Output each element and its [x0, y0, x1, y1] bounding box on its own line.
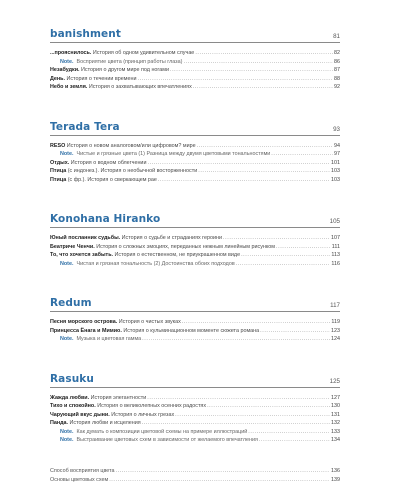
toc-section-konohana-hiranko — [50, 211, 340, 268]
leader-dots — [271, 150, 333, 159]
toc-section-banishment — [50, 26, 340, 92]
leader-dots — [147, 394, 330, 403]
toc-note-entry[interactable] — [50, 58, 340, 67]
entry-page-number: 136 — [331, 468, 340, 474]
entry-title: Птица — [50, 168, 67, 174]
entry-page-number: 116 — [331, 260, 340, 267]
entry-title: Принцесса Ёнага и Мимио. — [50, 327, 122, 334]
entry-page-number: 82 — [334, 50, 340, 56]
leader-dots — [147, 159, 330, 168]
section-header — [50, 211, 340, 228]
entry-description: История о естественном, не приукрашенном виде — [113, 252, 241, 258]
entry-title: Беатриче Ченчи. — [50, 243, 95, 250]
entry-description: История о великолепных осенних радостях — [95, 403, 207, 409]
toc-entry[interactable] — [50, 419, 340, 428]
entry-title: То, что хочется забыть. — [50, 252, 114, 258]
toc-note-entry[interactable] — [50, 150, 340, 159]
entry-description: История об одном удивительном случае — [91, 50, 195, 56]
entry-description: История о течении времени — [64, 75, 137, 82]
section-page-number: 125 — [329, 377, 340, 385]
leader-dots — [116, 467, 330, 476]
toc-entry[interactable] — [50, 176, 340, 185]
toc-section-redum — [50, 295, 340, 344]
toc-entry[interactable] — [50, 159, 340, 168]
entry-page-number: 111 — [331, 243, 340, 250]
toc-note-entry[interactable] — [50, 436, 340, 445]
entry-page-number: 92 — [334, 84, 340, 90]
entry-page-number: 127 — [331, 394, 340, 401]
entry-description: История любви и исцеления — [68, 420, 141, 426]
leader-dots — [241, 251, 330, 260]
entry-page-number: 107 — [331, 235, 340, 241]
leader-dots — [137, 75, 333, 84]
entry-description: История о сложных эмоциях, переданных нежным линейным рисунком — [94, 243, 276, 250]
leader-dots — [198, 167, 330, 176]
section-header — [50, 26, 340, 43]
entry-title: Жажда любви. — [50, 394, 90, 401]
toc-entry[interactable] — [50, 66, 340, 75]
entry-page-number: 103 — [331, 176, 340, 183]
toc-note-entry[interactable] — [50, 335, 340, 344]
entry-title: День. — [50, 75, 65, 82]
toc-entry[interactable] — [50, 142, 340, 151]
entry-title: Отдых. — [50, 159, 70, 166]
toc-note-entry[interactable] — [50, 428, 340, 437]
toc-note-entry[interactable] — [50, 260, 340, 269]
toc-entry[interactable] — [50, 411, 340, 420]
entry-page-number: 131 — [331, 411, 340, 418]
toc-entry[interactable] — [50, 83, 340, 92]
entry-title: Незабудки. — [50, 67, 80, 73]
leader-dots — [259, 436, 330, 445]
entry-title: Тихо и спокойно. — [50, 403, 96, 409]
leader-dots — [183, 58, 333, 67]
entry-title: Чарующий вкус дыни. — [50, 411, 110, 418]
toc-appendix — [50, 467, 340, 484]
entry-page-number: 86 — [334, 58, 340, 65]
toc-entry[interactable] — [50, 467, 340, 476]
toc-section-rasuku — [50, 371, 340, 445]
toc-entry[interactable] — [50, 234, 340, 243]
leader-dots — [260, 327, 330, 336]
leader-dots — [158, 176, 330, 185]
entry-page-number: 119 — [331, 319, 340, 325]
table-of-contents — [50, 26, 340, 445]
entry-title: Песня морского острова. — [50, 319, 118, 325]
note-text: Как думать о композиции цветовой схемы на примере иллюстраций — [76, 428, 248, 435]
entry-page-number: 113 — [331, 252, 340, 258]
section-page-number: 105 — [329, 218, 340, 225]
entry-page-number: 94 — [334, 142, 340, 149]
entry-title: RESO — [50, 142, 66, 149]
leader-dots — [175, 411, 330, 420]
note-text: Чистые и грязные цвета (1) Разница между двумя цветовыми тональностями — [76, 151, 271, 157]
entry-description: История о новом аналоговом/или цифровом? мире — [65, 142, 196, 149]
entry-title: Юный посланник судьбы. — [50, 235, 121, 241]
entry-title: ...прояснилось. — [50, 50, 92, 56]
note-text: Восприятие цвета (принцип работы глаза) — [76, 58, 183, 65]
section-title: Terada Tera — [50, 120, 120, 133]
entry-title: Панда. — [50, 420, 69, 426]
entry-description: История о водном облегчении — [69, 159, 147, 166]
entry-page-number: 130 — [331, 403, 340, 409]
section-title: banishment — [50, 28, 121, 40]
leader-dots — [109, 476, 330, 485]
entry-description: История элегантности — [89, 394, 147, 401]
entry-page-number: 87 — [334, 67, 340, 73]
note-text: Выстраивание цветовых схем в зависимости от желаемого впечатления — [76, 437, 258, 443]
leader-dots — [248, 428, 330, 437]
section-header — [50, 295, 340, 312]
entry-page-number: 88 — [334, 75, 340, 82]
entry-description: История о чистых звуках — [117, 319, 181, 325]
leader-dots — [236, 260, 331, 269]
entry-description: История о судьбе и страданиях героини — [120, 235, 223, 241]
note-label: Note. — [60, 260, 74, 267]
leader-dots — [170, 66, 333, 75]
toc-entry[interactable] — [50, 327, 340, 336]
section-header — [50, 371, 340, 388]
entry-description: История о кульминационном моменте сюжета романа — [121, 327, 260, 334]
note-label: Note. — [60, 437, 74, 443]
note-label: Note. — [60, 58, 74, 65]
entry-page-number: 123 — [331, 327, 340, 334]
entry-title: Небо и земля. — [50, 84, 88, 90]
note-text: Чистая и грязная тональность (2) Достоинства обоих подходов — [76, 260, 235, 267]
note-label: Note. — [60, 151, 74, 157]
entry-page-number: 124 — [331, 336, 340, 342]
leader-dots — [142, 419, 330, 428]
section-page-number: 81 — [333, 33, 340, 40]
section-title: Redum — [50, 297, 92, 309]
entry-page-number: 133 — [331, 428, 340, 435]
toc-section-terada-tera — [50, 119, 340, 185]
entry-title: Способ восприятия цвета — [50, 468, 115, 474]
entry-page-number: 103 — [331, 168, 340, 174]
leader-dots — [195, 49, 333, 58]
toc-entry[interactable] — [50, 394, 340, 403]
leader-dots — [207, 402, 330, 411]
toc-entry[interactable] — [50, 243, 340, 252]
toc-entry[interactable] — [50, 49, 340, 58]
note-text: Музыка и цветовая гамма — [76, 336, 142, 342]
section-title: Rasuku — [50, 372, 94, 385]
toc-entry[interactable] — [50, 251, 340, 260]
section-header — [50, 119, 340, 136]
leader-dots — [197, 142, 333, 151]
entry-page-number: 132 — [331, 420, 340, 426]
toc-entry[interactable] — [50, 476, 340, 485]
section-page-number: 117 — [330, 302, 340, 309]
entry-page-number: 97 — [334, 151, 340, 157]
note-label: Note. — [60, 428, 74, 435]
toc-entry[interactable] — [50, 75, 340, 84]
entry-description: История о захватывающих впечатлениях — [87, 84, 192, 90]
toc-entry[interactable] — [50, 318, 340, 327]
entry-description: История о другом мире под ногами — [79, 67, 169, 73]
entry-title: Птица — [50, 176, 67, 183]
toc-entry[interactable] — [50, 167, 340, 176]
entry-page-number: 139 — [331, 476, 340, 483]
leader-dots — [276, 243, 331, 252]
section-page-number: 93 — [333, 125, 340, 133]
leader-dots — [182, 318, 331, 327]
entry-title: Основы цветовых схем — [50, 476, 109, 483]
leader-dots — [193, 83, 333, 92]
entry-description: (с фр.). История о сверкающем рае — [66, 176, 157, 183]
entry-page-number: 134 — [331, 437, 340, 443]
note-label: Note. — [60, 336, 74, 342]
leader-dots — [142, 335, 330, 344]
toc-entry[interactable] — [50, 402, 340, 411]
section-title: Konohana Hiranko — [50, 213, 161, 225]
entry-description: (с индонез.). История о необычной восторженности — [66, 168, 198, 174]
leader-dots — [223, 234, 330, 243]
entry-page-number: 101 — [331, 159, 340, 166]
entry-description: История о личных грезах — [109, 411, 175, 418]
